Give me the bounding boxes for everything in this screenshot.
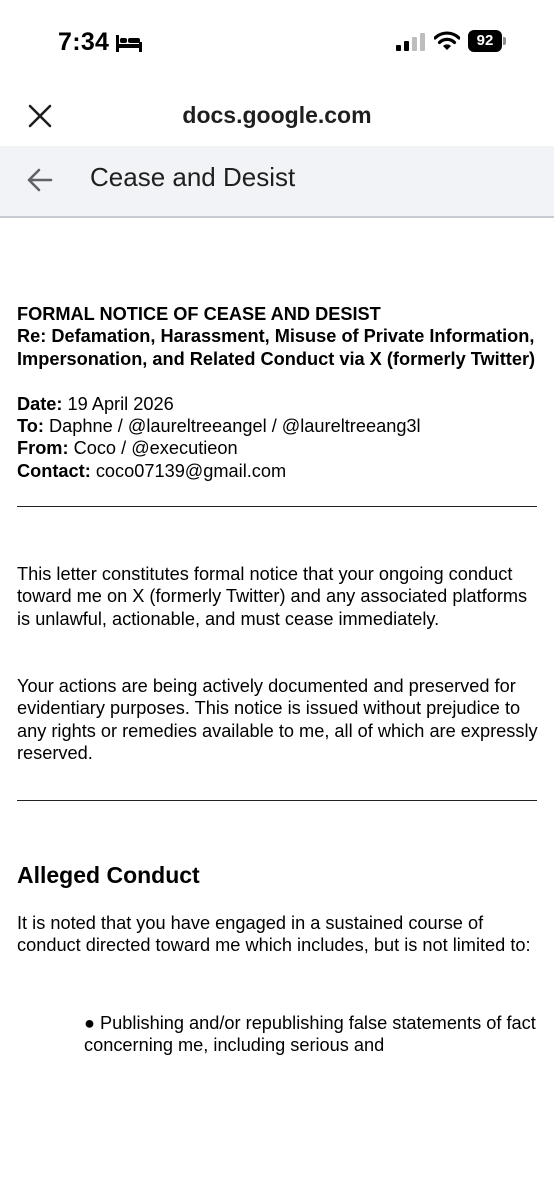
document-content	[17, 303, 542, 1056]
paragraph-2: Your actions are being actively documented and preserved for evidentiary purposes. This notice is issued without prejudice to any rights or remedies available to me, all of which are expressly reserved.	[17, 675, 538, 763]
url-text[interactable]: docs.google.com	[182, 102, 372, 128]
notice-meta	[17, 393, 542, 482]
divider	[17, 506, 537, 507]
date-value: 19 April 2026	[62, 393, 174, 414]
from-label: From:	[17, 438, 69, 459]
status-time: 7:34	[58, 28, 110, 56]
contact-label: Contact:	[17, 460, 91, 481]
back-arrow-icon[interactable]	[20, 160, 60, 200]
battery-icon	[468, 30, 506, 52]
bullet-item: ● Publishing and/or republishing false statements of fact concerning me, including serious and	[84, 1012, 536, 1056]
to-label: To:	[17, 416, 44, 437]
wifi-icon	[434, 31, 460, 51]
battery-tip	[503, 37, 506, 45]
from-value: Coco / @executieon	[68, 438, 238, 459]
doc-title: Cease and Desist	[90, 162, 296, 192]
battery-level: 92	[468, 30, 502, 52]
notice-re-text: Re: Defamation, Harassment, Misuse of Private Information, Impersonation, and Related Conduct via X (formerly Twitter)	[17, 326, 536, 369]
browser-url-bar	[0, 84, 554, 146]
to-value: Daphne / @laureltreeangel / @laureltreeang3l	[43, 416, 421, 437]
paragraph-1: This letter constitutes formal notice that your ongoing conduct toward me on X (formerly Twitter) and any associated platforms is unlawful, actionable, and must cease immediately.	[17, 564, 528, 629]
section-heading: Alleged Conduct	[17, 862, 200, 889]
contact-value: coco07139@gmail.com	[90, 460, 287, 481]
status-bar	[0, 0, 554, 84]
notice-title-text: FORMAL NOTICE OF CEASE AND DESIST	[17, 304, 381, 324]
signal-icon	[396, 33, 426, 51]
notice-title	[17, 303, 542, 370]
bed-icon	[116, 34, 142, 52]
paragraph-3: It is noted that you have engaged in a sustained course of conduct directed toward me which includes, but is not limited to:	[17, 913, 531, 956]
doc-header	[0, 146, 554, 218]
date-label: Date:	[17, 393, 63, 414]
divider	[17, 800, 537, 801]
